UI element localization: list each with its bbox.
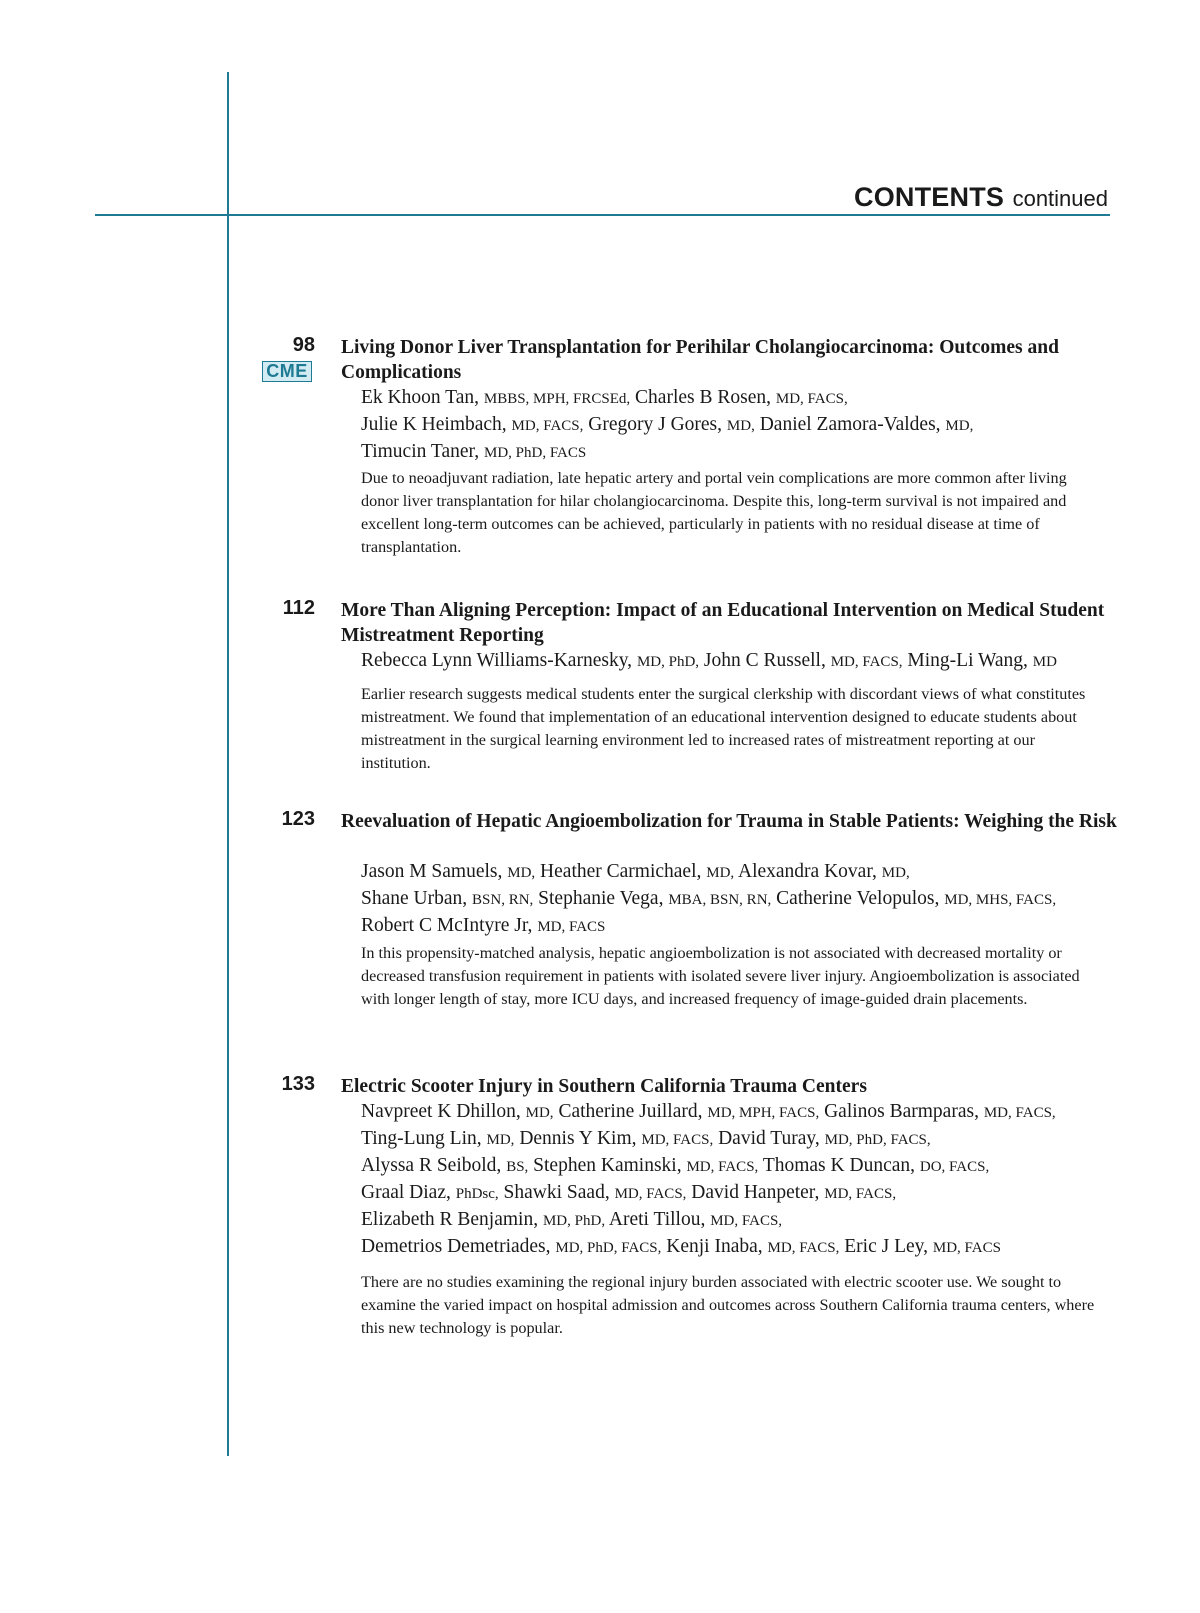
author-line (361, 1126, 1121, 1153)
author-name: David Turay, (718, 1128, 825, 1149)
author-name: Stephanie Vega, (538, 888, 669, 909)
author-name: Charles B Rosen, (635, 387, 776, 408)
author-credentials: MD, (726, 418, 755, 434)
header-title: CONTENTS (854, 182, 1005, 212)
author-name: Navpreet K Dhillon, (361, 1101, 526, 1122)
author-line (361, 385, 1121, 412)
author-credentials: MD, (507, 865, 536, 881)
author-credentials: MD, FACS (537, 919, 606, 935)
author-name: Robert C McIntyre Jr, (361, 915, 538, 936)
article-abstract: Due to neoadjuvant radiation, late hepatic artery and portal vein complications are more common after living donor liver transplantation for hilar cholangiocarcinoma. Despite this, long-term survival is not impaired and excellent long-term outcomes can be achieved, particularly in patients with no residual disease at time of transplantation. (361, 469, 1067, 556)
author-line (361, 412, 1121, 439)
author-credentials: MD, FACS (932, 1240, 1001, 1256)
author-credentials: MBA, BSN, RN, (668, 892, 772, 908)
author-credentials: MD, FACS, (824, 1186, 897, 1202)
author-name: Ek Khoon Tan, (361, 387, 484, 408)
author-credentials: MD, FACS, (767, 1240, 840, 1256)
author-name: Julie K Heimbach, (361, 414, 512, 435)
author-credentials: MD, FACS, (983, 1105, 1056, 1121)
author-line (361, 1153, 1121, 1180)
article-abstract: Earlier research suggests medical students enter the surgical clerkship with discordant views of what constitutes mistreatment. We found that implementation of an educational intervention designed to educate students about mistreatment in the surgical learning environment led to increased rates of mistreatment reporting at our institution. (361, 685, 1086, 772)
cme-badge: CME (262, 361, 312, 382)
author-credentials: MD, PhD, FACS, (824, 1132, 931, 1148)
author-name: Demetrios Demetriades, (361, 1236, 556, 1257)
author-credentials: MD, (945, 418, 974, 434)
author-line (361, 886, 1121, 913)
horizontal-rule (95, 214, 1110, 216)
author-name: Ting-Lung Lin, (361, 1128, 487, 1149)
article-authors (361, 385, 1121, 466)
author-name: Shawki Saad, (503, 1182, 615, 1203)
author-credentials: MD, (881, 865, 910, 881)
article-abstract: In this propensity-matched analysis, hepatic angioembolization is not associated with decreased mortality or decreased transfusion requirement in patients with isolated severe liver injury. Angioembolization is associated with longer length of stay, more ICU days, and increased frequency of image-guided drain placements. (361, 944, 1080, 1008)
author-name: Elizabeth R Benjamin, (361, 1209, 543, 1230)
article-title[interactable]: Electric Scooter Injury in Southern California Trauma Centers (341, 1076, 867, 1097)
author-name: Eric J Ley, (844, 1236, 933, 1257)
author-credentials: PhDsc, (455, 1186, 499, 1202)
article-title[interactable]: Living Donor Liver Transplantation for Perihilar Cholangiocarcinoma: Outcomes and Complications (341, 337, 1059, 383)
author-line (361, 859, 1121, 886)
author-credentials: BS, (506, 1159, 529, 1175)
author-line (361, 1234, 1121, 1261)
author-credentials: MD, PhD, (636, 654, 700, 670)
author-line (361, 439, 1121, 466)
vertical-rule (227, 72, 229, 1456)
author-name: Ming-Li Wang, (907, 650, 1033, 671)
author-credentials: MD, FACS, (686, 1159, 759, 1175)
article-title[interactable]: More Than Aligning Perception: Impact of an Educational Intervention on Medical Student Mistreatment Reporting (341, 600, 1105, 646)
author-credentials: BSN, RN, (472, 892, 534, 908)
author-name: Kenji Inaba, (666, 1236, 768, 1257)
author-credentials: MD, MPH, FACS, (707, 1105, 820, 1121)
author-credentials: MD, PhD, (542, 1213, 606, 1229)
author-credentials: MD, FACS, (775, 391, 848, 407)
author-credentials: MD, FACS, (511, 418, 584, 434)
author-line (361, 1099, 1121, 1126)
author-name: Catherine Juillard, (558, 1101, 708, 1122)
author-name: Daniel Zamora-Valdes, (759, 414, 946, 435)
author-credentials: MD, PhD, FACS (483, 445, 587, 461)
author-name: Dennis Y Kim, (519, 1128, 642, 1149)
author-credentials: MD, (706, 865, 735, 881)
author-name: Thomas K Duncan, (762, 1155, 920, 1176)
page-number[interactable]: 98 (292, 334, 315, 356)
author-credentials: MD, PhD, FACS, (555, 1240, 662, 1256)
author-name: Timucin Taner, (361, 441, 484, 462)
article-abstract: There are no studies examining the regional injury burden associated with electric scooter use. We sought to examine the varied impact on hospital admission and outcomes across Southern California trauma centers, where this new technology is popular. (361, 1273, 1095, 1337)
author-name: Stephen Kaminski, (533, 1155, 687, 1176)
author-name: Graal Diaz, (361, 1182, 456, 1203)
author-name: Areti Tillou, (608, 1209, 711, 1230)
author-name: Alyssa R Seibold, (361, 1155, 507, 1176)
article-authors (361, 1099, 1121, 1261)
author-credentials: MD, MHS, FACS, (944, 892, 1057, 908)
author-credentials: MD, FACS, (614, 1186, 687, 1202)
author-line (361, 648, 1121, 675)
author-name: Shane Urban, (361, 888, 473, 909)
author-name: David Hanpeter, (691, 1182, 825, 1203)
author-name: Catherine Velopulos, (776, 888, 945, 909)
author-name: Rebecca Lynn Williams-Karnesky, (361, 650, 637, 671)
article-title[interactable]: Reevaluation of Hepatic Angioembolization for Trauma in Stable Patients: Weighing the Risk (341, 811, 1117, 832)
author-credentials: MD, FACS, (710, 1213, 783, 1229)
author-name: Galinos Barmparas, (824, 1101, 984, 1122)
author-credentials: MD, FACS, (830, 654, 903, 670)
author-credentials: MBBS, MPH, FRCSEd, (483, 391, 631, 407)
page-number[interactable]: 133 (281, 1073, 315, 1095)
page-number[interactable]: 112 (282, 597, 315, 619)
author-line (361, 1207, 1121, 1234)
article-authors (361, 648, 1121, 675)
author-name: Gregory J Gores, (588, 414, 727, 435)
author-name: Jason M Samuels, (361, 861, 508, 882)
author-name: Alexandra Kovar, (738, 861, 882, 882)
author-name: Heather Carmichael, (540, 861, 707, 882)
article-authors (361, 859, 1121, 940)
author-credentials: MD, (486, 1132, 515, 1148)
page-number[interactable]: 123 (281, 808, 315, 830)
header-continued: continued (1012, 186, 1108, 211)
author-credentials: DO, FACS, (919, 1159, 990, 1175)
author-line (361, 913, 1121, 940)
author-name: John C Russell, (703, 650, 831, 671)
author-credentials: MD, FACS, (641, 1132, 714, 1148)
author-credentials: MD (1032, 654, 1057, 670)
page-header (854, 182, 1108, 213)
author-line (361, 1180, 1121, 1207)
author-credentials: MD, (525, 1105, 554, 1121)
